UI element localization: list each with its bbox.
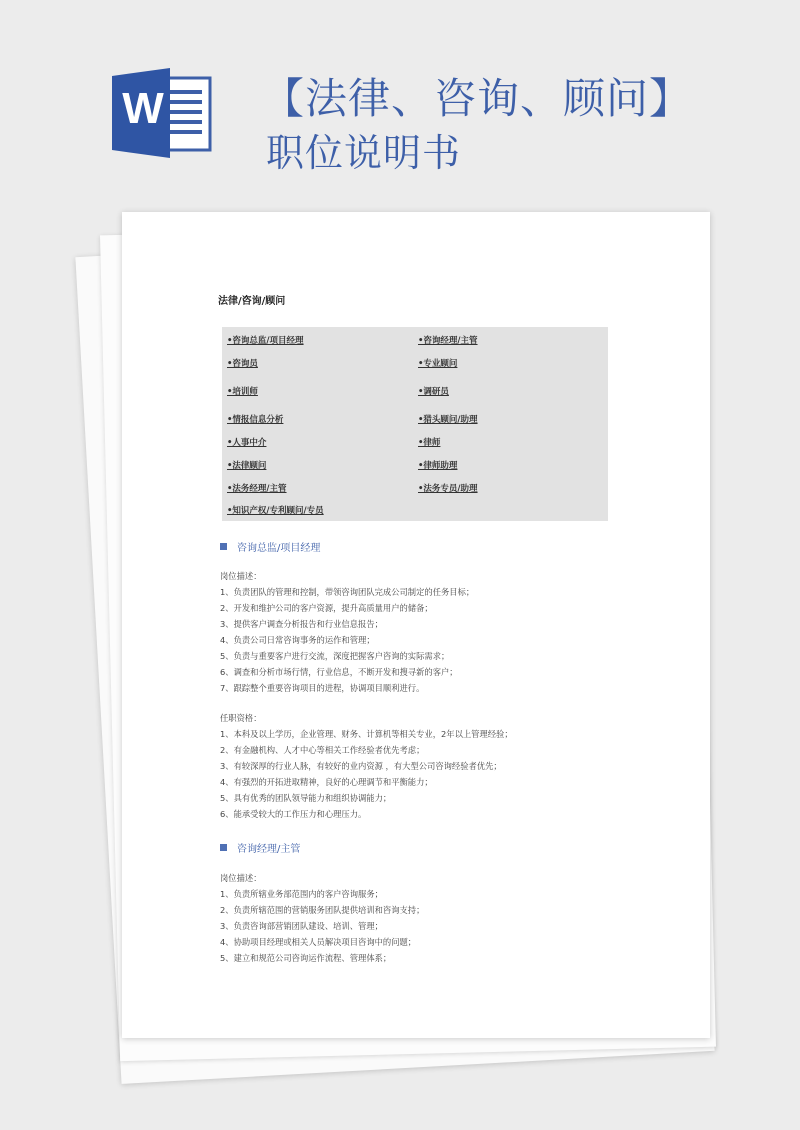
position-link[interactable]: •法律顾问	[227, 461, 267, 471]
desc-item: 7、跟踪整个重要咨询项目的进程，协调项目顺利进行。	[220, 683, 425, 693]
section-bullet-icon	[220, 844, 227, 851]
section-desc	[220, 870, 424, 966]
position-link[interactable]: •人事中介	[227, 438, 267, 448]
position-link[interactable]: •知识产权/专利顾问/专员	[227, 506, 324, 516]
position-table	[222, 327, 608, 521]
section-desc	[220, 568, 474, 696]
document-page	[122, 212, 710, 1038]
section-title-text: 咨询经理/主管	[237, 844, 301, 855]
req-item: 6、能承受较大的工作压力和心理压力。	[220, 809, 367, 819]
section-title	[220, 539, 320, 554]
position-link[interactable]: •咨询员	[227, 359, 258, 369]
req-item: 5、具有优秀的团队领导能力和组织协调能力；	[220, 793, 392, 803]
req-label: 任职资格：	[220, 713, 262, 723]
position-link[interactable]: •调研员	[418, 387, 449, 397]
desc-label: 岗位描述：	[220, 571, 262, 581]
position-link[interactable]: •猎头顾问/助理	[418, 415, 478, 425]
section-title-text: 咨询总监/项目经理	[237, 543, 321, 554]
desc-item: 3、负责咨询部营销团队建设、培训、管理；	[220, 921, 383, 931]
position-link[interactable]: •法务经理/主管	[227, 484, 287, 494]
req-item: 2、有金融机构、人才中心等相关工作经验者优先考虑；	[220, 745, 425, 755]
doc-heading: 法律/咨询/顾问	[218, 296, 286, 307]
desc-item: 1、负责团队的管理和控制，带领咨询团队完成公司制定的任务目标；	[220, 587, 475, 597]
page-subtitle: 职位说明书	[266, 131, 462, 175]
desc-item: 6、调查和分析市场行情，行业信息，不断开发和搜寻新的客户；	[220, 667, 458, 677]
position-link[interactable]: •情报信息分析	[227, 415, 284, 425]
position-link[interactable]: •专业顾问	[418, 359, 458, 369]
desc-item: 1、负责所辖业务部范围内的客户咨询服务；	[220, 889, 383, 899]
section-bullet-icon	[220, 543, 227, 550]
section-requirements	[220, 710, 513, 822]
page-title: 【法律、咨询、顾问】	[262, 74, 693, 123]
desc-label: 岗位描述：	[220, 873, 262, 883]
position-link[interactable]: •培训师	[227, 387, 258, 397]
desc-item: 5、负责与重要客户进行交流，深度把握客户咨询的实际需求；	[220, 651, 450, 661]
desc-item: 5、建立和规范公司咨询运作流程、管理体系；	[220, 953, 392, 963]
desc-item: 4、负责公司日常咨询事务的运作和管理；	[220, 635, 375, 645]
position-link[interactable]: •咨询总监/项目经理	[227, 336, 304, 346]
desc-item: 4、协助项目经理或相关人员解决项目咨询中的问题；	[220, 937, 417, 947]
header	[0, 0, 800, 200]
req-item: 1、本科及以上学历，企业管理、财务、计算机等相关专业，2年以上管理经验；	[220, 729, 513, 739]
position-link[interactable]: •律师助理	[418, 461, 458, 471]
desc-item: 3、提供客户调查分析报告和行业信息报告；	[220, 619, 383, 629]
word-logo-letter: W	[122, 84, 164, 133]
position-link[interactable]: •法务专员/助理	[418, 484, 478, 494]
desc-item: 2、开发和维护公司的客户资源，提升高质量用户的储备；	[220, 603, 433, 613]
req-item: 4、有强烈的开拓进取精神，良好的心理调节和平衡能力；	[220, 777, 433, 787]
req-item: 3、有较深厚的行业人脉，有较好的业内资源 ，有大型公司咨询经验者优先；	[220, 761, 502, 771]
position-link[interactable]: •律师	[418, 438, 441, 448]
position-link[interactable]: •咨询经理/主管	[418, 336, 478, 346]
section-title	[220, 840, 300, 855]
desc-item: 2、负责所辖范围的营销服务团队提供培训和咨询支持；	[220, 905, 425, 915]
